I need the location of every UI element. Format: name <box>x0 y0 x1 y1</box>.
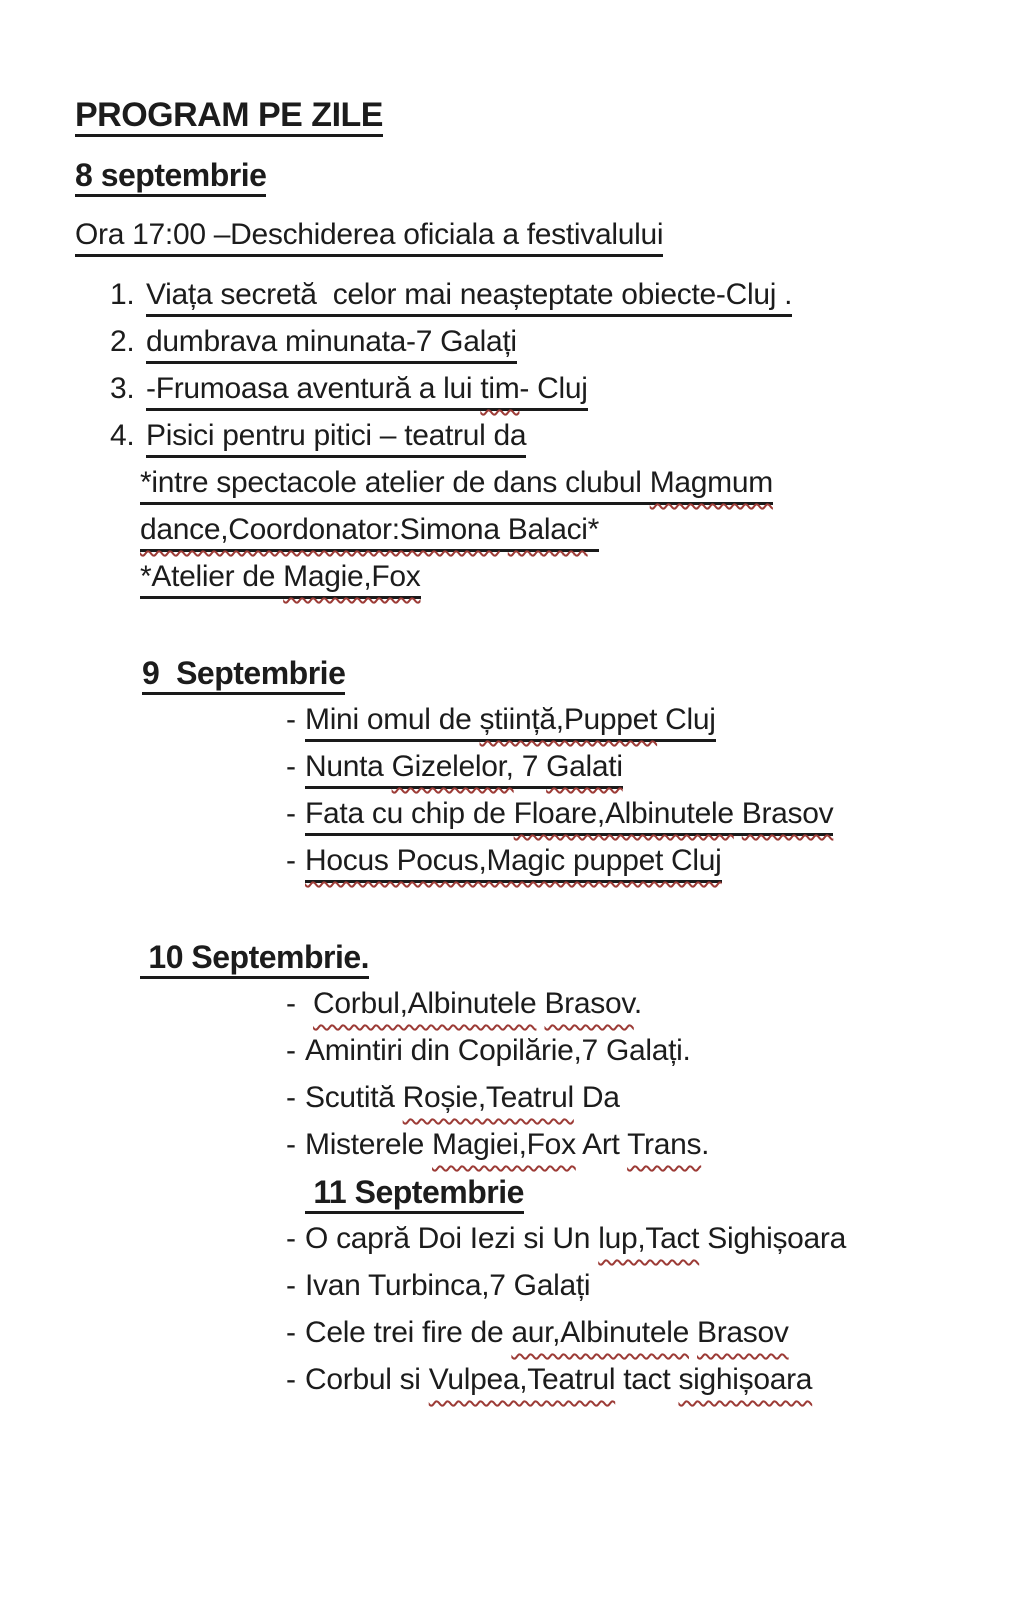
note-line-atelier-dans <box>0 464 1021 511</box>
show-item <box>0 701 1021 748</box>
text-segment: 10 Septembrie. <box>140 939 370 975</box>
text-segment: Scutită <box>305 1081 403 1114</box>
misspelled-text: Vulpea,Teatrul <box>428 1363 616 1396</box>
text-segment: *intre spectacole atelier de dans clubul <box>140 466 650 499</box>
dash-bullet: - <box>286 703 296 736</box>
text-segment: 9 Septembrie <box>142 655 346 691</box>
date-heading-11-septembrie <box>0 1173 1021 1220</box>
line-text <box>140 511 599 552</box>
misspelled-text: Brasov <box>741 797 834 830</box>
numbered-item-1 <box>0 276 1021 323</box>
line-text <box>305 1032 691 1070</box>
misspelled-text: Magmum <box>649 466 773 499</box>
text-segment: - Cluj <box>519 372 588 405</box>
dash-bullet: - <box>286 1363 296 1396</box>
line-text <box>305 701 716 742</box>
misspelled-text: dance,Coordonator:Simona <box>140 513 500 546</box>
text-segment: Amintiri din Copilărie,7 Galați. <box>305 1034 691 1067</box>
line-text <box>146 370 588 411</box>
line-text <box>75 96 383 137</box>
misspelled-text: Roșie,Teatrul <box>402 1081 574 1114</box>
misspelled-text: tim <box>480 372 520 405</box>
line-text <box>146 276 792 317</box>
list-number: 4. <box>110 419 135 452</box>
show-item <box>0 985 1021 1032</box>
line-text <box>75 156 266 197</box>
text-segment: Pisici pentru pitici – teatrul da <box>146 419 527 452</box>
misspelled-text: Magie,Fox <box>283 560 421 593</box>
text-segment <box>305 987 313 1020</box>
misspelled-text: Brasov <box>544 987 634 1020</box>
line-text <box>305 985 642 1023</box>
text-segment: Art <box>575 1128 628 1161</box>
line-text <box>305 748 623 789</box>
misspelled-text: Corbul,Albinutele <box>313 987 537 1020</box>
misspelled-text: Trans <box>627 1128 702 1161</box>
date-heading-10-septembrie <box>0 938 1021 985</box>
show-item <box>0 842 1021 889</box>
text-segment: O capră Doi Iezi si Un <box>305 1222 599 1255</box>
dash-bullet: - <box>286 1269 296 1302</box>
text-segment: *Atelier de <box>140 560 284 593</box>
text-segment: . <box>701 1128 710 1161</box>
line-text <box>305 1126 709 1164</box>
date-heading-8-septembrie <box>0 156 1021 203</box>
text-segment: Corbul si <box>305 1363 429 1396</box>
dash-bullet: - <box>286 1316 296 1349</box>
text-segment: 11 Septembrie <box>305 1174 524 1210</box>
list-number: 3. <box>110 372 135 405</box>
numbered-item-3 <box>0 370 1021 417</box>
misspelled-text: Balaci <box>507 513 588 546</box>
line-text <box>305 1314 789 1352</box>
line-text <box>140 558 421 599</box>
list-number: 2. <box>110 325 135 358</box>
text-segment <box>689 1316 697 1349</box>
misspelled-text: aur,Albinutele <box>511 1316 689 1349</box>
note-line-coordonator <box>0 511 1021 558</box>
show-item <box>0 1220 1021 1267</box>
misspelled-text: sighișoara <box>678 1363 813 1396</box>
text-segment: Da <box>573 1081 620 1114</box>
misspelled-text: Floare,Albinutele <box>513 797 734 830</box>
text-segment: Nunta <box>305 750 392 783</box>
misspelled-text: Galati <box>546 750 623 783</box>
dash-bullet: - <box>286 797 296 830</box>
text-segment: * <box>587 513 600 546</box>
dash-bullet: - <box>286 1081 296 1114</box>
text-segment: PROGRAM PE ZILE <box>75 96 383 134</box>
misspelled-text: lup,Tact <box>598 1222 700 1255</box>
list-number: 1. <box>110 278 135 311</box>
line-text <box>305 842 722 883</box>
dash-bullet: - <box>286 1034 296 1067</box>
show-item <box>0 795 1021 842</box>
dash-bullet: - <box>286 844 296 877</box>
text-segment: 7 <box>513 750 547 783</box>
show-item <box>0 1267 1021 1314</box>
line-text <box>305 1267 590 1305</box>
dash-bullet: - <box>286 1222 296 1255</box>
text-segment: tact <box>615 1363 679 1396</box>
text-segment: Cele trei fire de <box>305 1316 512 1349</box>
line-text <box>305 1361 812 1399</box>
dash-bullet: - <box>286 987 296 1020</box>
dash-bullet: - <box>286 1128 296 1161</box>
misspelled-text: știință,Puppet <box>479 703 658 736</box>
line-text <box>305 1220 846 1258</box>
date-heading-9-septembrie <box>0 654 1021 701</box>
line-text <box>142 654 345 695</box>
text-segment: . <box>633 987 642 1020</box>
misspelled-text: Brasov <box>697 1316 789 1349</box>
show-item <box>0 1314 1021 1361</box>
text-segment: Ora 17:00 –Deschiderea oficiala a festivalului <box>75 218 664 251</box>
text-segment: dumbrava minunata-7 Galați <box>146 325 517 358</box>
line-text <box>140 464 773 505</box>
text-segment <box>734 797 742 830</box>
text-segment: Ivan Turbinca,7 Galați <box>305 1269 591 1302</box>
text-segment: Cluj <box>657 703 716 736</box>
misspelled-text: Gizelelor, <box>391 750 514 783</box>
dash-bullet: - <box>286 750 296 783</box>
text-segment: Fata cu chip de <box>305 797 514 830</box>
doc-title <box>0 96 1021 143</box>
text-segment <box>500 513 508 546</box>
line-text <box>140 938 369 979</box>
text-segment: Viața secretă celor mai neașteptate obiecte-Cluj . <box>146 278 793 311</box>
misspelled-text: Hocus Pocus,Magic puppet Cluj <box>305 844 722 877</box>
event-time-line <box>0 216 1021 263</box>
note-line-atelier-magie <box>0 558 1021 605</box>
show-item <box>0 1126 1021 1173</box>
text-segment: -Frumoasa aventură a lui <box>146 372 481 405</box>
show-item <box>0 1079 1021 1126</box>
numbered-item-2 <box>0 323 1021 370</box>
line-text <box>305 1079 620 1117</box>
show-item <box>0 1032 1021 1079</box>
line-text <box>75 216 663 257</box>
line-text <box>305 1173 524 1214</box>
text-segment: Sighișoara <box>699 1222 846 1255</box>
text-segment: Mini omul de <box>305 703 480 736</box>
numbered-item-4 <box>0 417 1021 464</box>
text-segment: Misterele <box>305 1128 433 1161</box>
line-text <box>305 795 833 836</box>
show-item <box>0 748 1021 795</box>
text-segment: 8 septembrie <box>75 157 267 193</box>
show-item <box>0 1361 1021 1408</box>
line-text <box>146 417 526 458</box>
line-text <box>146 323 517 364</box>
misspelled-text: Magiei,Fox <box>432 1128 576 1161</box>
